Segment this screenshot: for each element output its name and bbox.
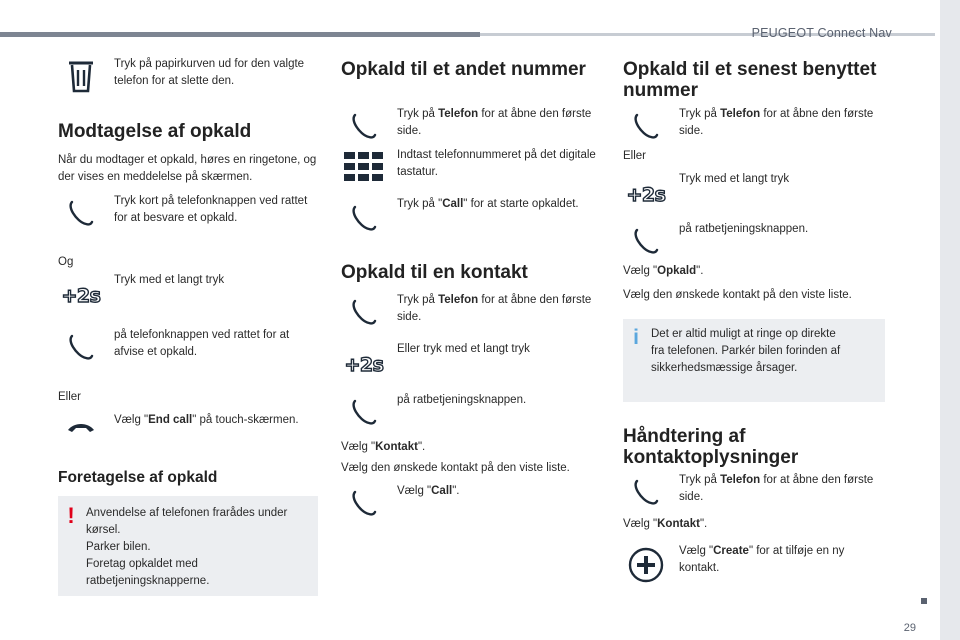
- phone-handset-icon: [341, 392, 387, 432]
- warning-text: Anvendelse af telefonen frarådes under kørsel. Parker bilen. Foretag opkaldet med ratbetjeningsknapperne.: [86, 507, 288, 587]
- page-number: 29: [903, 622, 916, 634]
- hang-up-icon: [58, 412, 104, 442]
- header-title: PEUGEOT Connect Nav: [751, 26, 892, 40]
- telefon-row: [623, 106, 885, 150]
- phone-handset-icon: [341, 198, 387, 238]
- phone-handset-icon: [623, 472, 669, 512]
- eller-text: Eller: [623, 150, 647, 162]
- phone-handset-icon: [623, 221, 669, 261]
- trash-row: [58, 56, 320, 100]
- choose-contact-text: Vælg den ønskede kontakt på den viste liste.: [341, 462, 570, 474]
- telefon-row: [341, 106, 603, 150]
- telefon2-row: [341, 292, 603, 336]
- keypad-row: [341, 147, 603, 191]
- receive-intro: Når du modtager et opkald, høres en ringetone, og der vises en meddelelse på skærmen.: [58, 154, 317, 183]
- telefon2-row: [623, 472, 885, 516]
- keypad-text: Indtast telefonnummeret på det digitale tastatur.: [397, 149, 596, 178]
- select-kontakt-text: Vælg "Kontakt".: [341, 441, 426, 453]
- long-press-text: Tryk med et langt tryk: [679, 173, 790, 185]
- phone-handset-icon: [341, 292, 387, 332]
- info-note: [623, 319, 885, 402]
- long-press-2s-icon: +2s: [344, 354, 384, 376]
- create-text: Vælg "Create" for at tilføje en ny kontakt.: [679, 545, 845, 574]
- phone-handset-icon: [58, 327, 104, 367]
- warning-icon: !: [67, 503, 75, 528]
- wheel-button-row: [341, 392, 603, 428]
- heading-manage-contacts: Håndtering af kontaktoplysninger: [623, 426, 799, 468]
- header-rule: [0, 32, 480, 37]
- long-press-2s-icon: +2s: [626, 184, 666, 206]
- long-press-2s-icon: +2s: [61, 285, 101, 307]
- add-plus-icon: [623, 543, 669, 587]
- choose-contact-text: Vælg den ønskede kontakt på den viste liste.: [623, 289, 852, 301]
- call-text: Tryk på "Call" for at starte opkaldet.: [397, 198, 579, 210]
- continue-marker: [921, 598, 927, 604]
- telefon2-text: Tryk på Telefon for at åbne den første side.: [679, 474, 874, 503]
- warning-note: [58, 496, 318, 596]
- og-text: Og: [58, 256, 74, 268]
- page-sidebar: [940, 0, 960, 640]
- eller-text: Eller: [58, 391, 82, 403]
- long-press-text: Tryk med et langt tryk: [114, 274, 225, 286]
- heading-call-contact: Opkald til en kontakt: [341, 262, 528, 283]
- telefon2-text: Tryk på Telefon for at åbne den første side.: [397, 294, 592, 323]
- trash-text: Tryk på papirkurven ud for den valgte telefon for at slette den.: [114, 58, 305, 87]
- short-press-text: Tryk kort på telefonknappen ved rattet for at besvare et opkald.: [114, 195, 308, 224]
- select-opkald-text: Vælg "Opkald".: [623, 265, 704, 277]
- info-icon: i: [633, 326, 639, 349]
- phone-handset-icon: [341, 106, 387, 146]
- select-call-text: Vælg "Call".: [397, 485, 460, 497]
- end-call-text: Vælg "End call" på touch-skærmen.: [114, 414, 299, 426]
- phone-handset-icon: [623, 106, 669, 146]
- select-kontakt-text: Vælg "Kontakt".: [623, 518, 708, 530]
- create-row: [623, 543, 885, 587]
- heading-call-recent: Opkald til et senest benyttet nummer: [623, 59, 877, 101]
- phone-handset-icon: [58, 193, 104, 233]
- wheel-button-text: på ratbetjeningsknappen.: [679, 223, 809, 235]
- heading-receive-call: Modtagelse af opkald: [58, 121, 252, 142]
- phone-handset-icon: [341, 483, 387, 523]
- select-call-row: [341, 483, 603, 523]
- short-press-row: [58, 193, 320, 237]
- long-press-row: [58, 272, 320, 312]
- telefon-text: Tryk på Telefon for at åbne den første side.: [397, 108, 592, 137]
- heading-call-other-number: Opkald til et andet nummer: [341, 59, 586, 80]
- end-call-row: [58, 412, 320, 448]
- wheel-button-row: [623, 221, 885, 257]
- call-row: [341, 196, 603, 236]
- keypad-icon: [341, 147, 387, 187]
- wheel-button-text: på ratbetjeningsknappen.: [397, 394, 527, 406]
- heading-make-call: Foretagelse af opkald: [58, 469, 218, 486]
- long-press-row: [623, 171, 885, 211]
- long-press-row: [341, 341, 603, 381]
- info-text: Det er altid muligt at ringe op direkte fra telefonen. Parkér bilen forinden af sikkerhedsmæssige årsager.: [651, 328, 841, 374]
- trash-icon: [58, 56, 104, 96]
- long-press-text: Eller tryk med et langt tryk: [397, 343, 530, 355]
- reject-row: [58, 327, 320, 371]
- telefon-text: Tryk på Telefon for at åbne den første side.: [679, 108, 874, 137]
- reject-text: på telefonknappen ved rattet for at afvise et opkald.: [114, 329, 290, 358]
